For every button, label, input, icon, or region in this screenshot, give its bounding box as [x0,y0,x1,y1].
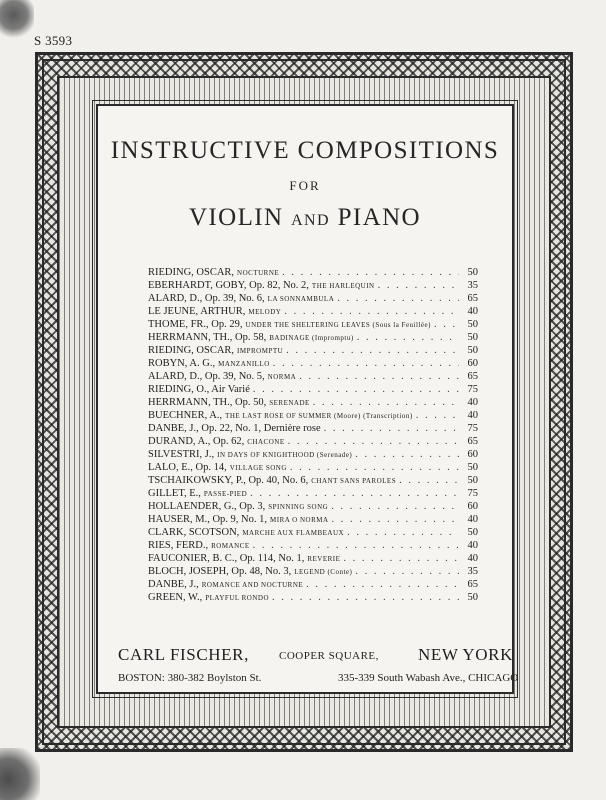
list-item [148,591,478,604]
composition-name: LALO, E., Op. 14, [148,462,227,473]
leader-dots [288,435,459,448]
list-item [148,526,478,539]
leader-dots [273,357,459,370]
composition-name: ROBYN, A. G., [148,358,216,369]
composition-name: RIEDING, OSCAR, [148,267,235,278]
leader-dots [253,539,459,552]
list-item [148,448,478,461]
leader-dots [253,383,459,396]
composition-price: 50 [467,332,478,343]
composition-name: EBERHARDT, GOBY, Op. 82, No. 2, [148,280,309,291]
leader-dots [331,500,459,513]
composition-subtitle: PLAYFUL RONDO [205,594,270,602]
composition-subtitle: SERENADE [269,399,310,407]
composition-name: THOME, FR., Op. 29, [148,319,243,330]
branch-chicago: 335-339 South Wabash Ave., CHICAGO [338,672,519,684]
composition-price: 50 [467,527,478,538]
list-item [148,422,478,435]
composition-name: HAUSER, M., Op. 9, No. 1, [148,514,268,525]
list-item [148,461,478,474]
composition-list [148,266,478,604]
composition-price: 40 [467,397,478,408]
composition-name: TSCHAIKOWSKY, P., Op. 40, No. 6, [148,475,309,486]
composition-price: 50 [467,267,478,278]
list-item [148,435,478,448]
composition-price: 40 [467,553,478,564]
instrument-and: AND [291,212,330,229]
composition-name: DURAND, A., Op. 62, [148,436,245,447]
composition-name: FAUCONIER, B. C., Op. 114, No. 1, [148,553,305,564]
composition-subtitle: REVERIE [307,555,341,563]
composition-price: 40 [467,410,478,421]
composition-price: 65 [467,293,478,304]
composition-name: RIEDING, O., Air Varié [148,384,250,395]
leader-dots [290,461,459,474]
composition-subtitle: MARCHE AUX FLAMBEAUX [242,529,345,537]
composition-price: 75 [467,423,478,434]
list-item [148,513,478,526]
leader-dots [286,344,459,357]
list-item [148,279,478,292]
composition-name: CLARK, SCOTSON, [148,527,240,538]
composition-price: 65 [467,579,478,590]
composition-name: DANBE, J., [148,579,199,590]
list-item [148,292,478,305]
list-item [148,266,478,279]
leader-dots [378,279,459,292]
list-item [148,383,478,396]
list-item [148,318,478,331]
composition-price: 35 [467,566,478,577]
composition-subtitle: UNDER THE SHELTERING LEAVES (Sous la Feuillée) [245,321,431,329]
branch-boston: BOSTON: 380-382 Boylston St. [118,672,262,684]
leader-dots [313,396,459,409]
composition-subtitle: THE HARLEQUIN [311,282,375,290]
composition-subtitle: CHANT SANS PAROLES [311,477,397,485]
title-for: FOR [289,178,321,193]
composition-subtitle: SPINNING SONG [268,503,329,511]
composition-subtitle: BADINAGE (Impromptu) [269,334,354,342]
leader-dots [332,513,459,526]
leader-dots [434,318,459,331]
composition-price: 50 [467,592,478,603]
publisher-city: NEW YORK [418,645,513,664]
paper-stain [0,0,34,38]
composition-price: 75 [467,384,478,395]
composition-subtitle: NOCTURNE [237,269,280,277]
composition-price: 65 [467,371,478,382]
list-item [148,552,478,565]
list-item [148,474,478,487]
leader-dots [306,578,459,591]
page-title: INSTRUCTIVE COMPOSITIONS [110,137,500,164]
leader-dots [357,331,459,344]
leader-dots [299,370,459,383]
composition-subtitle: MANZANILLO [218,360,270,368]
composition-subtitle: PASSE-PIED [203,490,248,498]
list-item [148,578,478,591]
list-item [148,396,478,409]
list-item [148,539,478,552]
leader-dots [272,591,459,604]
composition-subtitle: CHACONE [247,438,285,446]
composition-subtitle: MIRA O NORMA [270,516,329,524]
composition-price: 75 [467,488,478,499]
composition-name: HERRMANN, TH., Op. 50, [148,397,267,408]
list-item [148,500,478,513]
composition-name: HERRMANN, TH., Op. 58, [148,332,267,343]
list-item [148,305,478,318]
composition-subtitle: MELODY [248,308,282,316]
catalog-number: S 3593 [34,33,73,48]
composition-price: 40 [467,306,478,317]
list-item [148,357,478,370]
composition-subtitle: ROMANCE [211,542,250,550]
instrument-title [96,204,514,232]
composition-name: ALARD, D., Op. 39, No. 6, [148,293,265,304]
composition-name: HOLLAENDER, G., Op. 3, [148,501,266,512]
composition-name: RIES, FERD., [148,540,209,551]
composition-price: 60 [467,501,478,512]
list-item [148,370,478,383]
leader-dots [355,448,459,461]
composition-name: LE JEUNE, ARTHUR, [148,306,246,317]
list-item [148,487,478,500]
leader-dots [284,305,459,318]
composition-price: 60 [467,358,478,369]
composition-name: SILVESTRI, J., [148,449,215,460]
composition-price: 50 [467,319,478,330]
leader-dots [355,565,459,578]
composition-subtitle: VILLAGE SONG [229,464,287,472]
composition-price: 50 [467,462,478,473]
composition-subtitle: IMPROMPTU [237,347,284,355]
composition-name: BLOCH, JOSEPH, Op. 48, No. 3, [148,566,292,577]
list-item [148,331,478,344]
publisher-name: CARL FISCHER, [118,645,249,664]
composition-subtitle: IN DAYS OF KNIGHTHOOD (Serenade) [217,451,353,459]
publisher-square: COOPER SQUARE, [279,650,379,662]
instrument-1: VIOLIN [188,204,284,231]
composition-subtitle: NORMA [267,373,297,381]
composition-name: GREEN, W., [148,592,203,603]
paper-stain [0,748,40,800]
composition-name: GILLET, E., [148,488,201,499]
composition-subtitle: LA SONNAMBULA [267,295,335,303]
list-item [148,409,478,422]
leader-dots [399,474,459,487]
composition-price: 50 [467,475,478,486]
composition-subtitle: LEGEND (Conte) [294,568,353,576]
composition-price: 40 [467,514,478,525]
composition-price: 40 [467,540,478,551]
leader-dots [324,422,459,435]
composition-name: ALARD, D., Op. 39, No. 5, [148,371,265,382]
leader-dots [347,526,459,539]
composition-subtitle: THE LAST ROSE OF SUMMER (Moore) (Transcription) [225,412,413,420]
list-item [148,565,478,578]
leader-dots [416,409,459,422]
leader-dots [343,552,459,565]
leader-dots [337,292,459,305]
composition-name: DANBE, J., Op. 22, No. 1, Dernière rose [148,423,321,434]
composition-price: 60 [467,449,478,460]
leader-dots [250,487,459,500]
composition-name: BUECHNER, A., [148,410,223,421]
composition-subtitle: ROMANCE AND NOCTURNE [201,581,304,589]
composition-price: 50 [467,345,478,356]
leader-dots [282,266,459,279]
composition-price: 65 [467,436,478,447]
composition-price: 35 [467,280,478,291]
instrument-2: PIANO [337,204,422,231]
list-item [148,344,478,357]
composition-name: RIEDING, OSCAR, [148,345,235,356]
